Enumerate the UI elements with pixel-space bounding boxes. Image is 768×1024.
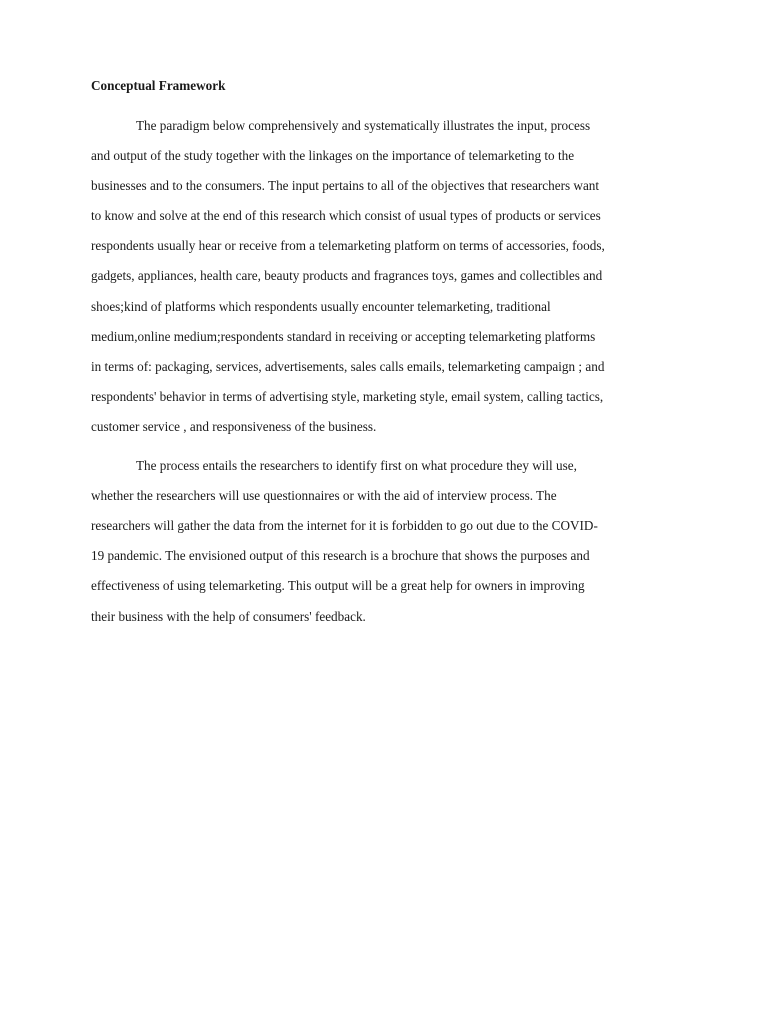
- text-line: respondents' behavior in terms of advertising style, marketing style, email system, calling tactics,: [91, 388, 604, 404]
- text-line: researchers will gather the data from the internet for it is forbidden to go out due to the COVID-: [91, 518, 598, 534]
- text-line: respondents usually hear or receive from a telemarketing platform on terms of accessories, foods,: [91, 238, 605, 254]
- text-line: in terms of: packaging, services, advertisements, sales calls emails, telemarketing campaign ; and: [91, 358, 605, 374]
- text-line: businesses and to the consumers. The input pertains to all of the objectives that researchers want: [91, 178, 600, 194]
- document-body: [91, 76, 687, 646]
- text-line: shoes;kind of platforms which respondents usually encounter telemarketing, traditional: [91, 298, 551, 314]
- text-line: customer service , and responsiveness of the business.: [91, 418, 377, 434]
- text-line: their business with the help of consumers' feedback.: [91, 608, 366, 624]
- paragraph-process: [91, 456, 687, 637]
- text-line: 19 pandemic. The envisioned output of this research is a brochure that shows the purposes and: [91, 548, 590, 564]
- text-line: gadgets, appliances, health care, beauty products and fragrances toys, games and collectibles and: [91, 268, 603, 284]
- text-line: whether the researchers will use questionnaires or with the aid of interview process. The: [91, 488, 557, 504]
- text-line: The paradigm below comprehensively and systematically illustrates the input, process: [136, 118, 591, 133]
- text-line: effectiveness of using telemarketing. This output will be a great help for owners in improving: [91, 578, 585, 594]
- paragraph-input: [91, 116, 687, 447]
- section-heading: Conceptual Framework: [91, 78, 226, 93]
- text-line: The process entails the researchers to identify first on what procedure they will use,: [136, 458, 577, 474]
- text-line: to know and solve at the end of this research which consist of usual types of products or services: [91, 208, 601, 224]
- text-line: medium,online medium;respondents standard in receiving or accepting telemarketing platforms: [91, 328, 596, 344]
- text-line: and output of the study together with the linkages on the importance of telemarketing to the: [91, 148, 575, 164]
